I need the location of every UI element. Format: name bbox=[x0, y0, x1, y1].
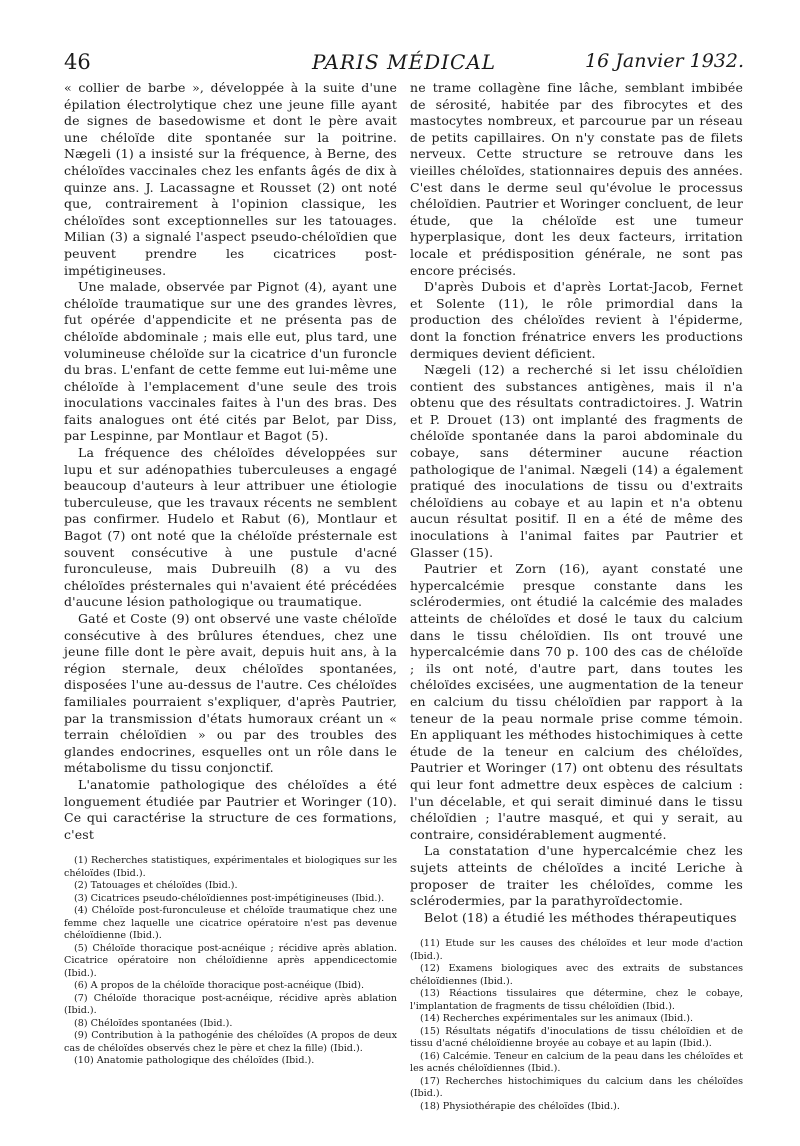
body-paragraph: Pautrier et Zorn (16), ayant constaté une hypercalcémie presque constante dans les sclérodermies, ont étudié la calcémie des malades atteints de chéloïdes et dosé le taux du calcium dans le tissu chéloïdien. Ils ont trouvé une hypercalcémie dans 70 p. 100 des cas de chéloïde ; ils ont noté, d'autre part, dans toutes les chéloïdes excisées, une augmentation de la teneur en calcium du tissu chéloïdien par rapport à la teneur de la peau normale prise comme témoin. En appliquant les méthodes histochimiques à cette étude de la teneur en calcium des chéloïdes, Pautrier et Woringer (17) ont obtenu des résultats qui leur font admettre deux espèces de calcium : l'un décelable, et qui serait diminué dans le tissu chéloïdien ; l'autre masqué, et qui y serait, au contraire, considérablement augmenté. bbox=[410, 561, 743, 842]
footnotes bbox=[64, 855, 397, 1068]
footnote: (5) Chéloïde thoracique post-acnéique ; récidive après ablation. Cicatrice opératoire non chéloïdienne après appendicectomie (Ibid.). bbox=[64, 942, 397, 979]
body-paragraph: Une malade, observée par Pignot (4), ayant une chéloïde traumatique sur une des grandes lèvres, fut opérée d'appendicite et ne présenta pas de chéloïde abdominale ; mais elle eut, plus tard, une volumineuse chéloïde sur la cicatrice d'un furoncle du bras. L'enfant de cette femme eut lui-même une chéloïde à l'emplacement d'une seule des trois inoculations vaccinales faites à l'un des bras. Des faits analogues ont été cités par Belot, par Diss, par Lespinne, par Montlaur et Bagot (5). bbox=[64, 279, 397, 444]
footnote: (11) Etude sur les causes des chéloïdes et leur mode d'action (Ibid.). bbox=[410, 938, 743, 962]
footnote: (18) Physiothérapie des chéloïdes (Ibid.). bbox=[420, 1100, 620, 1112]
body-paragraph: Gaté et Coste (9) ont observé une vaste chéloïde consécutive à des brûlures étendues, chez une jeune fille dont le père avait, depuis huit ans, à la région sternale, deux chéloïdes spontanées, disposées l'une au-dessus de l'autre. Ces chéloïdes familiales pourraient s'expliquer, d'après Pautrier, par la transmission d'états humoraux créant un « terrain chéloïdien » ou par des troubles des glandes endocrines, esquelles ont un rôle dans le métabolisme du tissu conjonctif. bbox=[64, 611, 397, 776]
body-paragraph: La fréquence des chéloïdes développées sur lupu et sur adénopathies tuberculeuses a engagé beaucoup d'auteurs à leur attribuer une étiologie tuberculeuse, que les travaux récents ne semblent pas confirmer. Hudelo et Rabut (6), Montlaur et Bagot (7) ont noté que la chéloïde présternale est souvent consécutive à une pustule d'acné furonculeuse, mais Dubreuilh (8) a vu des chéloïdes présternales qui n'avaient été précédées d'aucune lésion pathologique ou traumatique. bbox=[64, 445, 397, 610]
page-header bbox=[64, 50, 744, 76]
footnote: (14) Recherches expérimentales sur les animaux (Ibid.). bbox=[420, 1013, 694, 1025]
journal-title: PARIS MÉDICAL bbox=[311, 50, 497, 74]
body-paragraph: L'anatomie pathologique des chéloïdes a été longuement étudiée par Pautrier et Woringer (10). Ce qui caractérise la structure de ces formations, c'est bbox=[64, 776, 397, 842]
footnotes bbox=[410, 938, 743, 1113]
page-number: 46 bbox=[64, 50, 91, 74]
issue-date: 16 Janvier 1932. bbox=[585, 50, 744, 72]
footnote: (8) Chéloïdes spontanées (Ibid.). bbox=[74, 1017, 233, 1029]
footnote: (1) Recherches statistiques, expérimentales et biologiques sur les chéloïdes (Ibid.). bbox=[64, 855, 397, 879]
footnote: (12) Examens biologiques avec des extraits de substances chéloïdiennes (Ibid.). bbox=[410, 963, 743, 987]
body-paragraph: D'après Dubois et d'après Lortat-Jacob, Fernet et Solente (11), le rôle primordial dans la production des chéloïdes revient à l'épiderme, dont la fonction frénatrice envers les productions dermiques devient déficient. bbox=[410, 279, 743, 361]
footnote: (9) Contribution à la pathogénie des chéloïdes (A propos de deux cas de chéloïdes observés chez le père et chez la fille) (Ibid.). bbox=[64, 1030, 397, 1054]
footnote: (15) Résultats négatifs d'inoculations de tissu chéloïdien et de tissu d'acné chéloïdienne broyée au cobaye et au lapin (Ibid.). bbox=[410, 1025, 743, 1050]
left-column bbox=[64, 80, 397, 1068]
footnote: (2) Tatouages et chéloïdes (Ibid.). bbox=[74, 880, 238, 892]
footnote: (16) Calcémie. Teneur en calcium de la peau dans les chéloïdes et les acnés chéloïdiennes (Ibid.). bbox=[410, 1050, 743, 1075]
footnote: (6) A propos de la chéloïde thoracique post-acnéique (Ibid). bbox=[74, 980, 365, 992]
body-paragraph: ne trame collagène fine lâche, semblant imbibée de sérosité, habitée par des fibrocytes et des mastocytes nombreux, et parcourue par un réseau de petits capillaires. On n'y constate pas de filets nerveux. Cette structure se retrouve dans les vieilles chéloïdes, stationnaires depuis des années. C'est dans le derme seul qu'évolue le processus chéloïdien. Pautrier et Woringer concluent, de leur étude, que la chéloïde est une tumeur hyperplasique, dont les deux facteurs, irritation locale et prédisposition générale, ne sont pas encore précisés. bbox=[410, 80, 743, 278]
footnote: (17) Recherches histochimiques du calcium dans les chéloïdes (Ibid.). bbox=[410, 1075, 743, 1100]
body-paragraph: Nægeli (12) a recherché si let issu chéloïdien contient des substances antigènes, mais il n'a obtenu que des résultats contradictoires. J. Watrin et P. Drouet (13) ont implanté des fragments de chéloïde spontanée dans la paroi abdominale du cobaye, sans déterminer aucune réaction pathologique de l'animal. Nægeli (14) a également pratiqué des inoculations de tissu ou d'extraits chéloïdiens au cobaye et au lapin et n'a obtenu aucun résultat positif. Il en a été de même des inoculations à l'animal faites par Pautrier et Glasser (15). bbox=[410, 362, 743, 560]
body-paragraph: Belot (18) a étudié les méthodes thérapeutiques bbox=[424, 909, 737, 925]
footnote: (10) Anatomie pathologique des chéloïdes (Ibid.). bbox=[74, 1055, 315, 1067]
footnote: (13) Réactions tissulaires que détermine, chez le cobaye, l'implantation de fragments de tissu chéloïdien (Ibid.). bbox=[410, 988, 743, 1012]
right-column bbox=[410, 80, 743, 1113]
body-paragraph: « collier de barbe », développée à la suite d'une épilation électrolytique chez une jeune fille ayant de signes de basedowisme et dont le père avait une chéloïde dite spontanée sur la poitrine. Nægeli (1) a insisté sur la fréquence, à Berne, des chéloïdes vaccinales chez les enfants âgés de dix à quinze ans. J. Lacassagne et Rousset (2) ont noté que, contrairement à l'opinion classique, les chéloïdes sont exceptionnelles sur les tatouages. Milian (3) a signalé l'aspect pseudo-chéloïdien que peuvent prendre les cicatrices post-impétigineuses. bbox=[64, 80, 397, 278]
footnote: (3) Cicatrices pseudo-chéloïdiennes post-impétigineuses (Ibid.). bbox=[74, 892, 385, 904]
footnote: (7) Chéloïde thoracique post-acnéique, récidive après ablation (Ibid.). bbox=[64, 992, 397, 1017]
footnote: (4) Chéloïde post-furonculeuse et chéloïde traumatique chez une femme chez laquelle une cicatrice opératoire n'est pas devenue chéloïdienne (Ibid.). bbox=[64, 905, 397, 942]
body-paragraph: La constatation d'une hypercalcémie chez les sujets atteints de chéloïdes a incité Leriche à proposer de traiter les chéloïdes, comme les sclérodermies, par la parathyroïdectomie. bbox=[410, 843, 743, 909]
